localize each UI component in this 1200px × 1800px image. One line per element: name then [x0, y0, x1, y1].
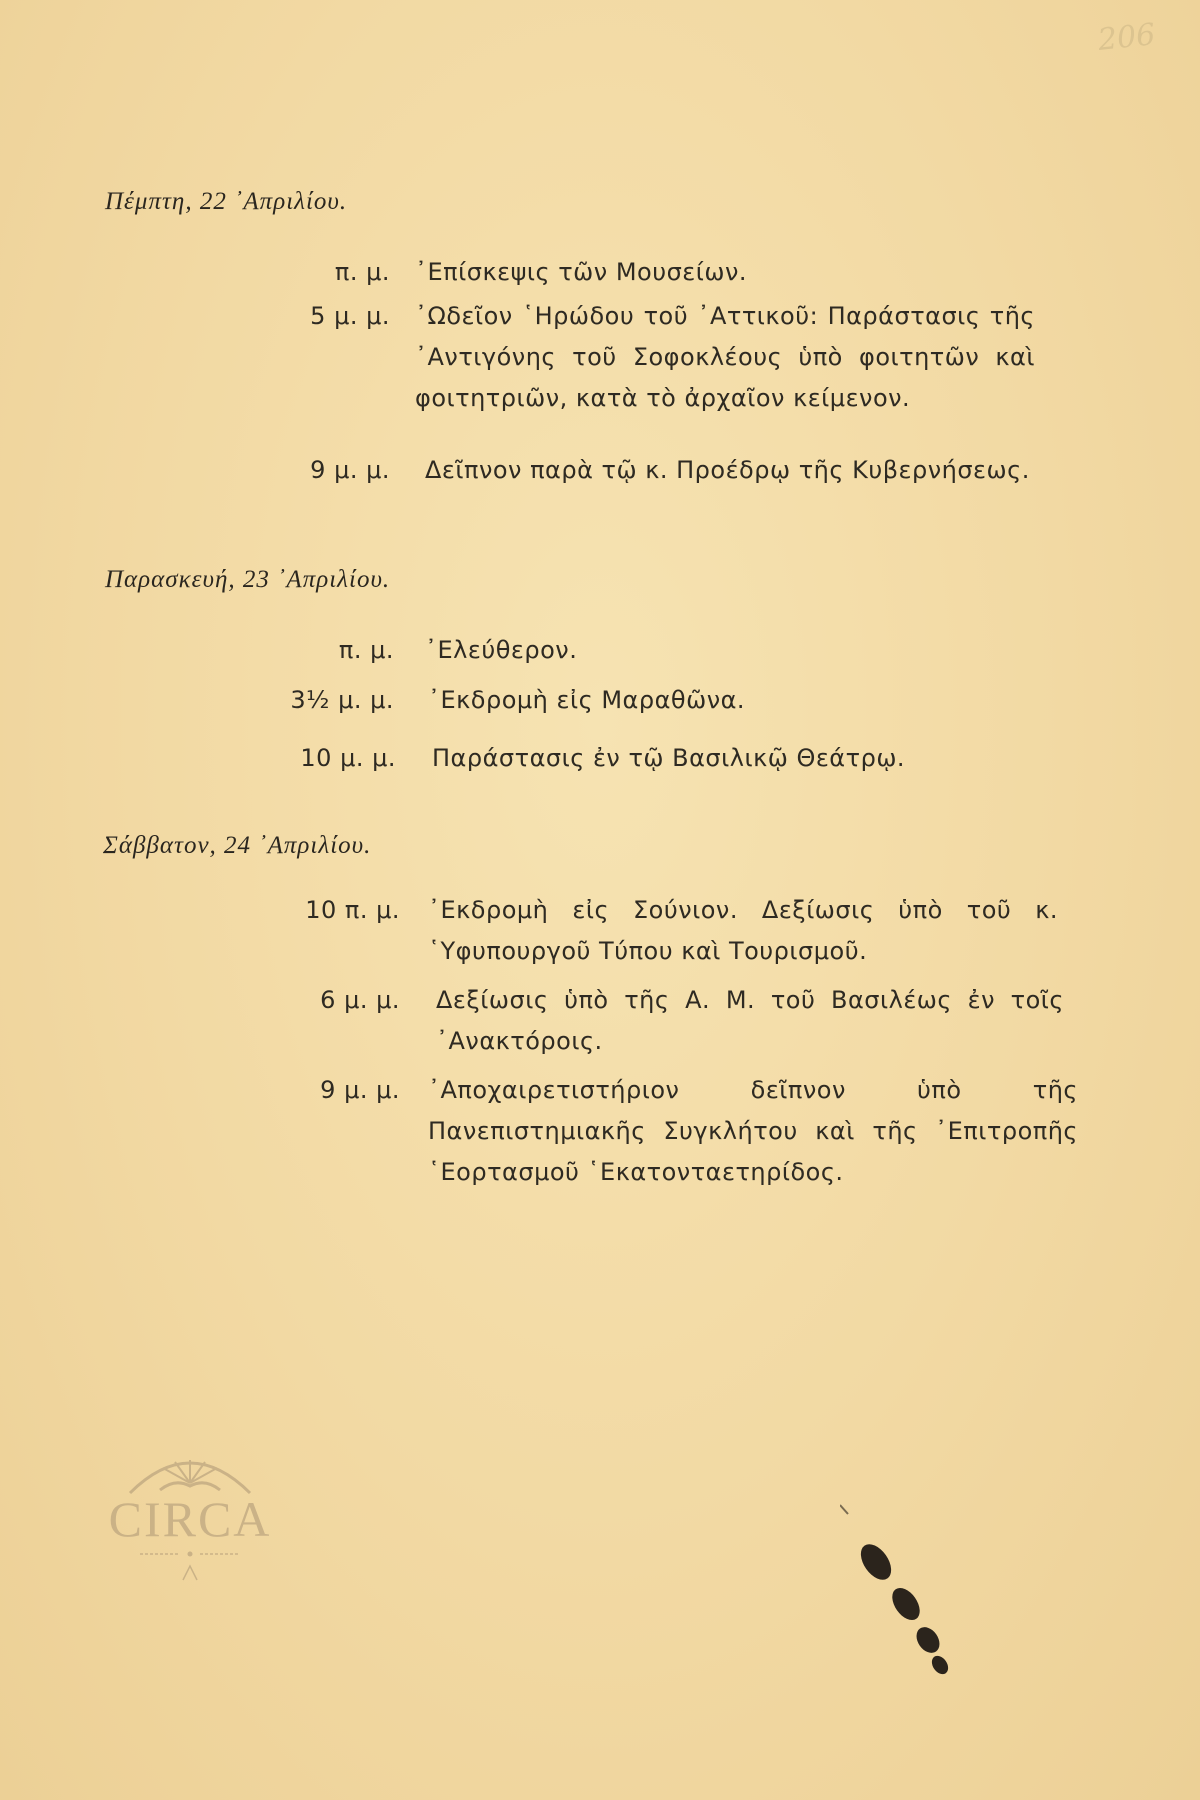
entry-time: 10 π. μ. — [305, 896, 400, 924]
entry-text: Δεῖπνον παρὰ τῷ κ. Προέδρῳ τῆς Κυβερνήσεως. — [425, 456, 1030, 484]
page-number: 206 — [1096, 17, 1157, 58]
entry-text: Παράστασις ἐν τῷ Βασιλικῷ Θεάτρῳ. — [432, 744, 906, 772]
watermark-text: CIRCA — [108, 1491, 272, 1547]
day-heading-friday: Παρασκευή, 23 ᾿Απριλίου. — [105, 566, 391, 593]
entry-text: ᾿Ελεύθερον. — [425, 636, 578, 664]
day-heading-thursday: Πέμπτη, 22 ᾿Απριλίου. — [105, 188, 348, 215]
entry-text: ᾿Εκδρομὴ εἰς Σούνιον. Δεξίωσις ὑπὸ τοῦ κ. ῾Υφυπουργοῦ Τύπου καὶ Τουρισμοῦ. — [428, 896, 1058, 965]
entry-text: ᾿Ωδεῖον ῾Ηρώδου τοῦ ᾿Αττικοῦ: Παράστασις τῆς ᾿Αντιγόνης τοῦ Σοφοκλέους ὑπὸ φοιτητῶν καὶ φοιτητριῶν, κατὰ τὸ ἀρχαῖον κείμενον. — [415, 302, 1035, 412]
watermark-logo — [105, 1438, 275, 1588]
book-rays-icon — [105, 1438, 275, 1498]
entry-time: 5 μ. μ. — [310, 302, 390, 330]
entry-time: 9 μ. μ. — [310, 456, 390, 484]
entry-time: π. μ. — [338, 636, 394, 664]
entry-time: 9 μ. μ. — [320, 1076, 400, 1104]
ink-smudge — [840, 1500, 960, 1680]
day-heading-saturday: Σάββατον, 24 ᾿Απριλίου. — [103, 832, 372, 859]
entry-text: ᾿Επίσκεψις τῶν Μουσείων. — [415, 258, 748, 286]
entry-time: 6 μ. μ. — [320, 986, 400, 1014]
divider-ornament-icon — [105, 1546, 275, 1586]
entry-text: ᾿Αποχαιρετιστήριον δεῖπνον ὑπὸ τῆς Πανεπιστημιακῆς Συγκλήτου καὶ τῆς ᾿Επιτροπῆς ῾Εορτασμοῦ ῾Εκατονταετηρίδος. — [428, 1076, 1078, 1186]
entry-time: 3½ μ. μ. — [290, 686, 394, 714]
entry-time: 10 μ. μ. — [300, 744, 396, 772]
entry-text: Δεξίωσις ὑπὸ τῆς Α. Μ. τοῦ Βασιλέως ἐν τοῖς ᾿Ανακτόροις. — [436, 986, 1064, 1055]
entry-time: π. μ. — [334, 258, 390, 286]
entry-text: ᾿Εκδρομὴ εἰς Μαραθῶνα. — [428, 686, 746, 714]
